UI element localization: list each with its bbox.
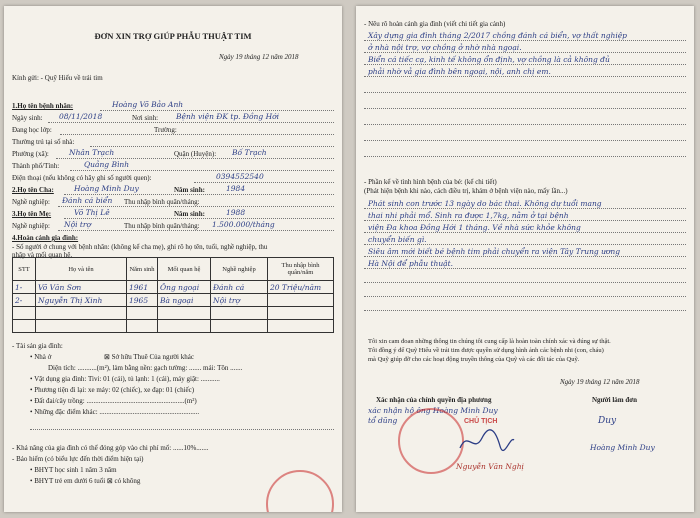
commitment-2: Tôi đồng ý để Quỹ Hiểu về trái tim được quyền sử dụng hình ảnh các bệnh nhi (con, cháu) xyxy=(368,347,604,354)
land-line: • Đất đai/cây trồng: ........................................................(m²) xyxy=(30,397,197,405)
col-header: Thu nhập bình quân/năm xyxy=(268,258,334,281)
mother-job: Nội trợ xyxy=(64,220,91,229)
house-label: • Nhà ở xyxy=(30,353,52,361)
household-table xyxy=(12,257,334,333)
authority-note-2: tổ dũng xyxy=(368,416,398,425)
col-header: Năm sinh xyxy=(127,258,158,281)
authority-note: xác nhận hộ ông Hoàng Minh Duy xyxy=(368,406,498,415)
table-cell: 1965 xyxy=(127,294,158,307)
commitment-3: mà Quỹ giúp đỡ cho các hoạt động truyền thông của Quỹ và các đối tác của Quỹ. xyxy=(368,356,580,363)
insurance-student: • BHYT học sinh 1 năm 3 năm xyxy=(30,466,117,474)
insurance-child: • BHYT trẻ em dưới 6 tuổi ⊠ có không xyxy=(30,477,141,485)
dotted-line xyxy=(364,52,686,53)
dotted-line xyxy=(364,232,686,233)
table-cell: 1961 xyxy=(127,281,158,294)
ward-label: Phường (xã): xyxy=(12,150,49,158)
applicant-name: Hoàng Minh Duy xyxy=(590,443,655,452)
table-cell xyxy=(268,294,334,307)
illness-line-3: viện Đa khoa Đồng Hới 1 tháng. Về nhà sức khỏe không xyxy=(368,223,581,232)
dotted-line xyxy=(100,110,334,111)
father-label: 2.Họ tên Cha: xyxy=(12,186,54,194)
dotted-line xyxy=(364,220,686,221)
red-seal-stamp xyxy=(398,408,464,474)
mother-year-label: Năm sinh: xyxy=(174,210,205,218)
school-label: Trường: xyxy=(154,126,177,134)
dotted-line xyxy=(58,206,334,207)
dotted-line xyxy=(364,208,686,209)
dotted-line xyxy=(364,64,686,65)
table-cell: Ông ngoại xyxy=(158,281,211,294)
dotted-line xyxy=(364,124,686,125)
table-row xyxy=(13,281,334,294)
province-value: Quảng Bình xyxy=(84,160,130,169)
dotted-line xyxy=(364,282,686,283)
assets-label: - Tài sản gia đình: xyxy=(12,342,63,350)
form-title: ĐƠN XIN TRỢ GIÚP PHẪU THUẬT TIM xyxy=(94,31,252,41)
dotted-line xyxy=(48,122,334,123)
family-detail-line-4: phải nhờ vả gia đình bên ngoại, nội, anh chị em. xyxy=(368,67,551,76)
dotted-line xyxy=(90,146,334,147)
col-header: Họ và tên xyxy=(36,258,127,281)
illness-line-2: thai nhi phải mổ. Sinh ra được 1,7kg, nằm ở tại bệnh xyxy=(368,211,569,220)
application-form-page-1 xyxy=(4,6,342,512)
insurance-line: - Bảo hiểm (có biểu lực đến thời điểm hiện tại) xyxy=(12,455,144,463)
mother-name: Võ Thị Lê xyxy=(74,208,110,217)
house-options: ⊠ Sở hữu Thuê Của người khác xyxy=(104,353,194,361)
recipient: Kính gửi: - Quỹ Hiểu về trái tim xyxy=(12,74,103,82)
patient-name-value: Hoàng Võ Bảo Anh xyxy=(112,100,184,109)
mother-label: 3.Họ tên Mẹ: xyxy=(12,210,52,218)
phone-label: Điện thoại (nếu không có hãy ghi số người quen): xyxy=(12,174,152,182)
dotted-line xyxy=(364,310,686,311)
local-authority-label: Xác nhận của chính quyền địa phương xyxy=(376,396,492,404)
ward-value: Nhân Trạch xyxy=(69,148,115,157)
dotted-line xyxy=(56,158,334,159)
household-note-2: nhập và mối quan hệ. xyxy=(12,251,73,259)
illness-line-1: Phát sinh con trước 13 ngày do bác thai. Không dự tuổi mang xyxy=(368,199,602,208)
official-signature xyxy=(456,426,516,456)
study-label: Đang học lớp: xyxy=(12,126,52,134)
red-seal-stamp xyxy=(266,470,334,512)
mother-year: 1988 xyxy=(226,208,246,217)
signature-date: Ngày 19 tháng 12 năm 2018 xyxy=(560,378,640,386)
father-year: 1984 xyxy=(226,184,246,193)
birthplace-label: Nơi sinh: xyxy=(132,114,159,122)
birthplace-value: Bệnh viện ĐK tp. Đồng Hới xyxy=(176,112,280,121)
contribution-line: - Khả năng của gia đình có thể đóng góp vào chi phí mổ: ......10%....... xyxy=(12,444,209,452)
father-job-label: Nghề nghiệp: xyxy=(12,198,50,206)
dotted-line xyxy=(364,76,686,77)
household-note: - Số người ở chung với bệnh nhân: (không kể cha mẹ), ghi rõ họ tên, tuổi, nghề nghiệp, thu xyxy=(12,243,268,251)
form-date: Ngày 19 tháng 12 năm 2018 xyxy=(219,53,299,61)
illness-line-6: Hà Nội để phẫu thuật. xyxy=(368,259,454,268)
province-label: Thành phố/Tỉnh: xyxy=(12,162,60,170)
other-line: • Những đặc điểm khác: ......................................................... xyxy=(30,408,200,416)
district-value: Bố Trạch xyxy=(232,148,267,157)
dotted-line xyxy=(364,296,686,297)
dotted-line xyxy=(64,194,334,195)
table-cell: 20 Triệu/năm xyxy=(268,281,334,294)
table-row xyxy=(13,307,334,320)
dotted-line xyxy=(364,156,686,157)
dotted-line xyxy=(364,256,686,257)
table-cell: Nội trợ xyxy=(211,294,268,307)
dotted-line xyxy=(194,182,334,183)
father-name: Hoàng Minh Duy xyxy=(74,184,139,193)
dotted-line xyxy=(64,218,334,219)
table-row xyxy=(13,320,334,333)
illness-line-5: Siêu âm mới biết bé bệnh tim phải chuyển ra viện Tây Trung ương xyxy=(368,247,621,256)
table-header-row xyxy=(13,258,334,281)
father-job: Đánh cá biển xyxy=(62,196,113,205)
dotted-line xyxy=(58,230,334,231)
commitment-1: Tôi xin cam đoan những thông tin chúng tôi cung cấp là hoàn toàn chính xác và đúng sự thật. xyxy=(368,338,611,345)
dotted-line xyxy=(364,244,686,245)
family-label: 4.Hoàn cảnh gia đình: xyxy=(12,234,79,242)
dotted-line xyxy=(364,140,686,141)
table-cell: Võ Văn Sơn xyxy=(36,281,127,294)
dotted-line xyxy=(364,268,686,269)
items-line: • Vật dụng gia đình: Tivi: 01 (cái), tủ lạnh: 1 (cái), máy giặt: ........... xyxy=(30,375,220,383)
father-year-label: Năm sinh: xyxy=(174,186,205,194)
application-form-page-2 xyxy=(356,6,694,512)
official-name: Nguyễn Văn Nghị xyxy=(456,462,524,471)
table-cell: Bà ngoại xyxy=(158,294,211,307)
table-cell: 2- xyxy=(13,294,36,307)
district-label: Quận (Huyện): xyxy=(174,150,217,158)
mother-income: 1.500.000/tháng xyxy=(212,220,275,229)
dotted-line xyxy=(364,40,686,41)
family-detail-line-1: Xây dựng gia đình tháng 2/2017 chồng đánh cá biển, vợ thất nghiệp xyxy=(368,31,627,40)
table-cell: Nguyễn Thị Xinh xyxy=(36,294,127,307)
mother-job-label: Nghề nghiệp: xyxy=(12,222,50,230)
col-header: Nghề nghiệp xyxy=(211,258,268,281)
dotted-line xyxy=(70,170,334,171)
dotted-line xyxy=(60,134,334,135)
col-header: STT xyxy=(13,258,36,281)
dob-value: 08/11/2018 xyxy=(59,112,103,121)
table-cell: 1- xyxy=(13,281,36,294)
table-cell: Đánh cá xyxy=(211,281,268,294)
dob-label: Ngày sinh: xyxy=(12,114,43,122)
mother-income-label: Thu nhập bình quân/tháng: xyxy=(124,222,200,230)
family-detail-note: - Nêu rõ hoàn cảnh gia đình (viết chi tiết gia cảnh) xyxy=(364,20,506,28)
family-detail-line-3: Biển cá tiếc cạ, kinh tế không ổn định, vợ chồng là cả không đủ xyxy=(368,55,610,64)
patient-name-label: 1.Họ tên bệnh nhân: xyxy=(12,102,74,110)
father-income-label: Thu nhập bình quân/tháng: xyxy=(124,198,200,206)
phone-value: 0394552540 xyxy=(216,172,264,181)
dotted-line xyxy=(364,108,686,109)
vehicle-line: • Phương tiện đi lại: xe máy: 02 (chiếc), xe đạp: 01 (chiếc) xyxy=(30,386,195,394)
illness-title: - Phần kể về tình hình bệnh của bé: (kể chi tiết) xyxy=(364,178,497,186)
applicant-label: Người làm đơn xyxy=(592,396,638,404)
illness-line-4: chuyển biến gì. xyxy=(368,235,427,244)
address-label: Thường trú tại số nhà: xyxy=(12,138,75,146)
stamp-title: CHỦ TỊCH xyxy=(464,418,498,425)
illness-subtitle: (Phát hiện bệnh khi nào, cách điều trị, khám ở bệnh viện nào, mấy lần...) xyxy=(364,187,568,195)
table-row xyxy=(13,294,334,307)
dotted-line xyxy=(364,92,686,93)
dotted-line xyxy=(30,429,334,430)
area-line: Diện tích: ...........(m²), làm bằng nền: gạch tường: ....... mái: Tôn ....... xyxy=(48,364,243,372)
col-header: Mối quan hệ xyxy=(158,258,211,281)
applicant-signature: Duy xyxy=(598,416,617,426)
family-detail-line-2: ở nhà nội trợ, vợ chồng ở nhờ nhà ngoại. xyxy=(368,43,522,52)
